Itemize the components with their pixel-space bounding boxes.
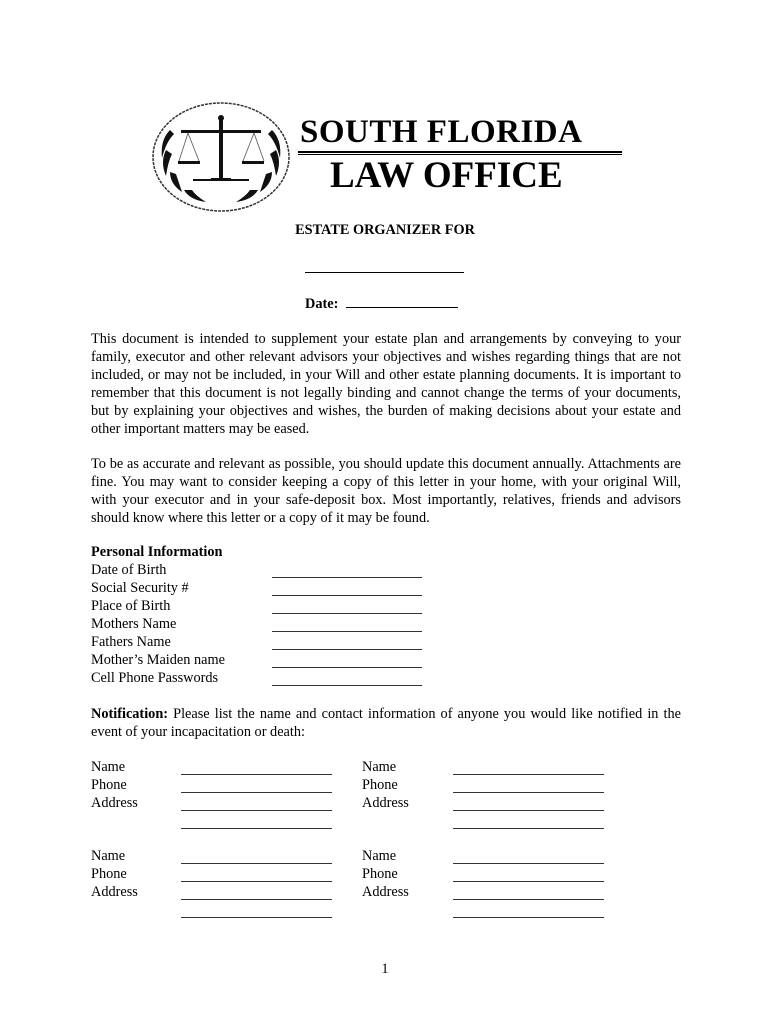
personal-field-blank[interactable] — [272, 649, 422, 650]
contact-field-blank[interactable] — [181, 863, 332, 864]
personal-field-label: Cell Phone Passwords — [91, 670, 219, 686]
contact-field-label: Phone — [362, 777, 398, 793]
personal-field-blank[interactable] — [272, 685, 422, 686]
contact-field-blank[interactable] — [453, 881, 604, 882]
page-number: 1 — [381, 961, 389, 977]
date-blank-field[interactable] — [346, 294, 458, 308]
personal-field-label: Social Security # — [91, 580, 189, 596]
personal-field-label: Mother’s Maiden name — [91, 652, 225, 668]
logo-line-1: SOUTH FLORIDA — [300, 114, 583, 150]
personal-field-label: Date of Birth — [91, 562, 167, 578]
personal-field-label: Fathers Name — [91, 634, 171, 650]
logo-line-2: LAW OFFICE — [330, 155, 563, 196]
contact-field-label: Phone — [362, 866, 398, 882]
personal-field-blank[interactable] — [272, 577, 422, 578]
contact-field-blank[interactable] — [181, 774, 332, 775]
contact-field-blank[interactable] — [453, 810, 604, 811]
personal-field-blank[interactable] — [272, 631, 422, 632]
scales-of-justice-icon — [148, 100, 298, 215]
personal-field-blank[interactable] — [272, 667, 422, 668]
contact-field-blank[interactable] — [181, 917, 332, 918]
contact-field-label: Phone — [91, 866, 127, 882]
contact-field-blank[interactable] — [453, 863, 604, 864]
contact-field-label: Address — [362, 884, 409, 900]
contact-field-blank[interactable] — [453, 917, 604, 918]
document-title: ESTATE ORGANIZER FOR — [295, 222, 475, 238]
personal-field-blank[interactable] — [272, 613, 422, 614]
contact-field-blank[interactable] — [181, 810, 332, 811]
contact-field-blank[interactable] — [453, 899, 604, 900]
date-label: Date: — [305, 296, 339, 312]
name-blank-field[interactable] — [305, 258, 464, 273]
notification-text: Please list the name and contact information of anyone you would like notified in the event of your incapacitation or death: — [91, 706, 682, 740]
contact-field-label: Name — [362, 848, 397, 864]
contact-field-label: Address — [362, 795, 409, 811]
contact-field-blank[interactable] — [453, 828, 604, 829]
contact-field-label: Name — [91, 848, 126, 864]
personal-field-blank[interactable] — [272, 595, 422, 596]
contact-field-blank[interactable] — [181, 792, 332, 793]
contact-field-blank[interactable] — [181, 899, 332, 900]
contact-field-label: Address — [91, 795, 138, 811]
personal-info-heading: Personal Information — [91, 544, 223, 560]
contact-field-blank[interactable] — [181, 881, 332, 882]
contact-field-label: Name — [362, 759, 397, 775]
notification-paragraph — [91, 705, 681, 741]
contact-field-blank[interactable] — [453, 774, 604, 775]
update-paragraph: To be as accurate and relevant as possible, you should update this document annually. Attachments are fine. You may want to consider keeping a copy of this letter in your home, with your original Will, with your executor and in your safe-deposit box. Most importantly, relatives, friends and advisors should know where this letter or a copy of it may be found. — [91, 456, 681, 526]
contact-field-label: Phone — [91, 777, 127, 793]
date-row — [305, 294, 458, 313]
law-office-logo — [148, 100, 628, 215]
contact-field-blank[interactable] — [453, 792, 604, 793]
contact-field-label: Address — [91, 884, 138, 900]
personal-field-label: Place of Birth — [91, 598, 171, 614]
contact-field-blank[interactable] — [181, 828, 332, 829]
personal-field-label: Mothers Name — [91, 616, 177, 632]
contact-field-label: Name — [91, 759, 126, 775]
notification-heading: Notification: — [91, 706, 169, 722]
intro-paragraph: This document is intended to supplement your estate plan and arrangements by conveying to your family, executor and other relevant advisors your objectives and wishes regarding things that are not included, or may not be included, in your Will and other estate planning documents. It is important to remember that this document is not legally binding and cannot change the terms of your documents, but by explaining your objectives and wishes, the burden of making decisions about your estate and other important matters may be eased. — [91, 331, 681, 437]
